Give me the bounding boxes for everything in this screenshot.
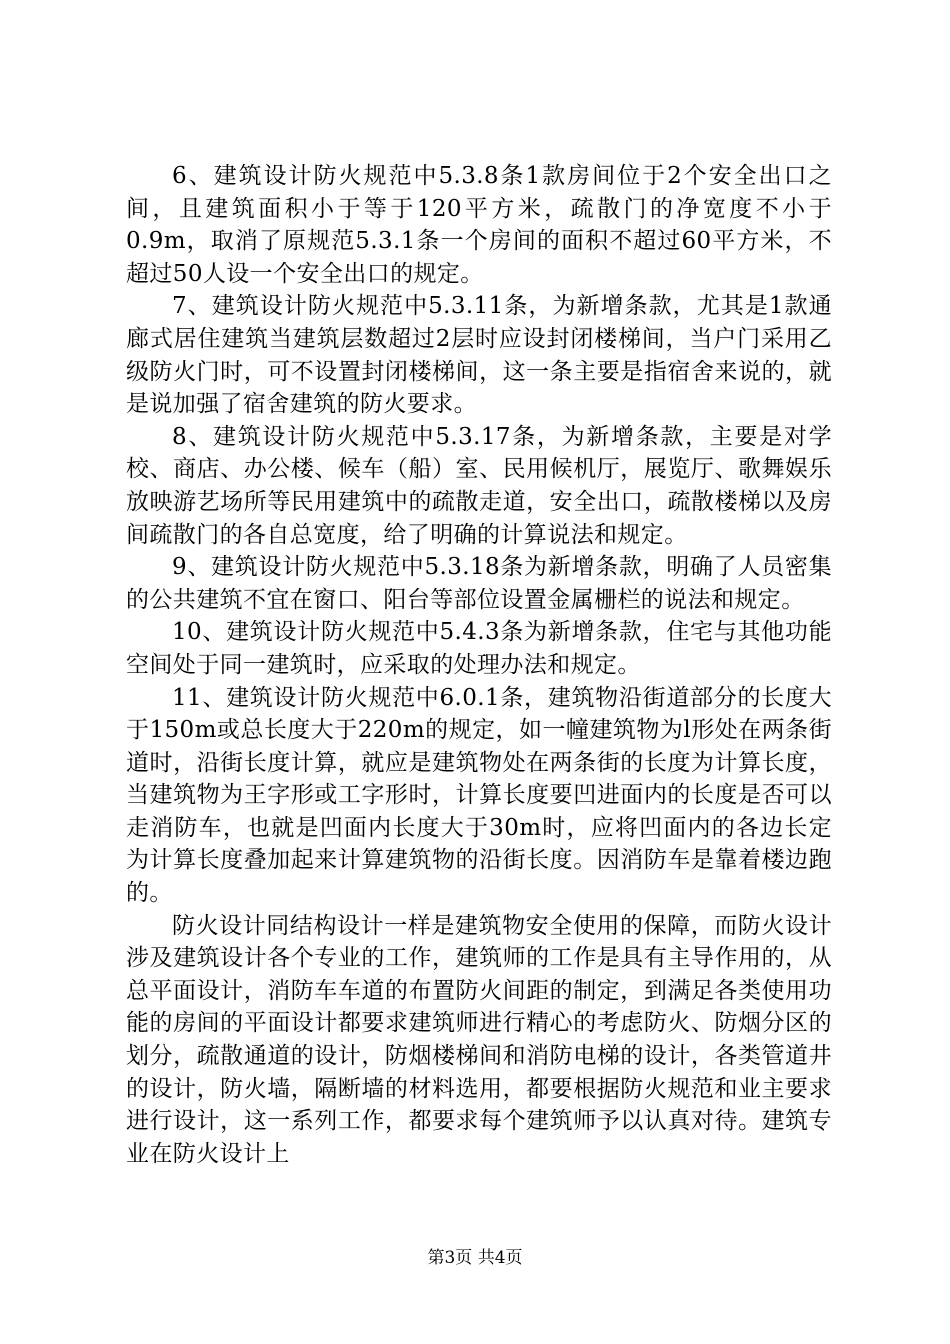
- paragraph-item-10: 10、建筑设计防火规范中5.4.3条为新增条款，住宅与其他功能空间处于同一建筑时，应采取的处理办法和规定。: [126, 619, 832, 678]
- paragraph-item-11: 11、建筑设计防火规范中6.0.1条，建筑物沿街道部分的长度大于150m或总长度大于220m的规定，如一幢建筑物为l形处在两条街道时，沿街长度计算，就应是建筑物处在两条街的长度为计算长度，当建筑物为王字形或工字形时，计算长度要凹进面内的长度是否可以走消防车，也就是凹面内长度大于30m时，应将凹面内的各边长定为计算长度叠加起来计算建筑物的沿街长度。因消防车是靠着楼边跑的。: [126, 684, 832, 907]
- paragraph-conclusion: 防火设计同结构设计一样是建筑物安全使用的保障，而防火设计涉及建筑设计各个专业的工作，建筑师的工作是具有主导作用的，从总平面设计，消防车车道的布置防火间距的制定，到满足各类使用功能的房间的平面设计都要求建筑师进行精心的考虑防火、防烟分区的划分，疏散通道的设计，防烟楼梯间和消防电梯的设计，各类管道井的设计，防火墙，隔断墙的材料选用，都要根据防火规范和业主要求进行设计，这一系列工作，都要求每个建筑师予以认真对待。建筑专业在防火设计上: [126, 912, 832, 1167]
- paragraph-item-6: 6、建筑设计防火规范中5.3.8条1款房间位于2个安全出口之间，且建筑面积小于等于120平方米，疏散门的净宽度不小于0.9m，取消了原规范5.3.1条一个房间的面积不超过60平方米，不超过50人设一个安全出口的规定。: [126, 163, 832, 287]
- page-number-footer: 第3页 共4页: [427, 1248, 523, 1268]
- paragraph-item-7: 7、建筑设计防火规范中5.3.11条，为新增条款，尤其是1款通廊式居住建筑当建筑层数超过2层时应设封闭楼梯间，当户门采用乙级防火门时，可不设置封闭楼梯间，这一条主要是指宿舍来说的，就是说加强了宿舍建筑的防火要求。: [126, 293, 832, 418]
- document-body: [126, 160, 832, 1170]
- paragraph-item-9: 9、建筑设计防火规范中5.3.18条为新增条款，明确了人员密集的公共建筑不宜在窗口、阳台等部位设置金属栅栏的说法和规定。: [126, 554, 832, 613]
- paragraph-item-8: 8、建筑设计防火规范中5.3.17条，为新增条款，主要是对学校、商店、办公楼、候车（船）室、民用候机厅，展览厅、歌舞娱乐放映游艺场所等民用建筑中的疏散走道，安全出口，疏散楼梯以及房间疏散门的各自总宽度，给了明确的计算说法和规定。: [126, 423, 832, 548]
